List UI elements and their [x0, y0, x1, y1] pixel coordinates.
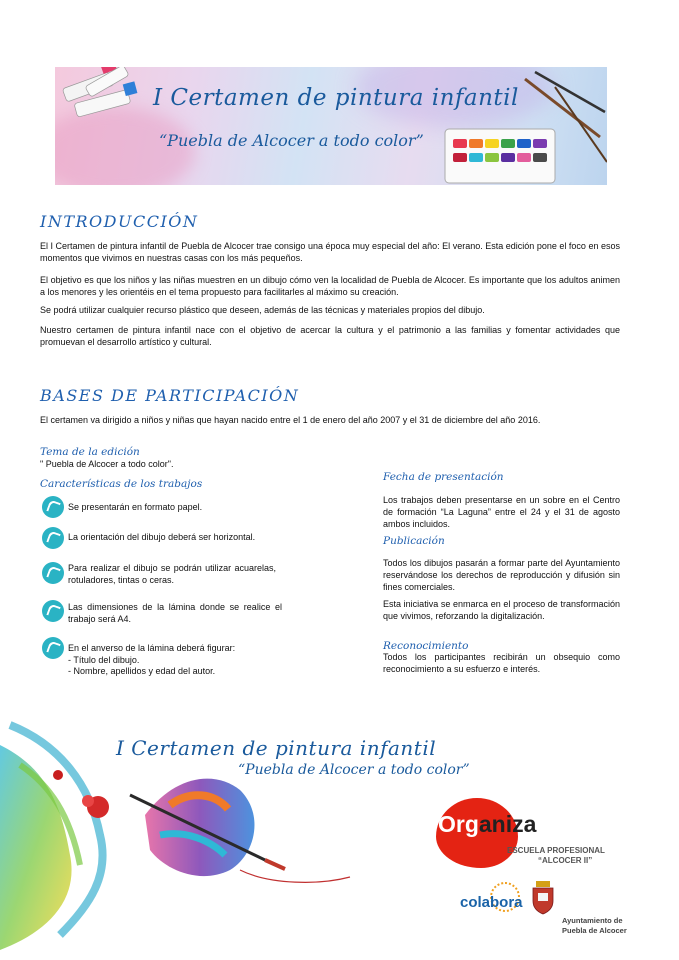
tema-text: " Puebla de Alcocer a todo color".: [40, 459, 174, 469]
brush-bullet-icon: [42, 600, 64, 622]
bases-heading: BASES DE PARTICIPACIÓN: [40, 386, 300, 405]
intro-paragraph-3: Se podrá utilizar cualquier recurso plástico que deseen, además de las técnicas y materiales propios del dibujo.: [40, 305, 485, 315]
intro-paragraph-4: Nuestro certamen de pintura infantil nace con el objetivo de acercar la cultura y el patrimonio a las familias y fomentar actividades que promuevan el desarrollo artístico y cultural.: [40, 325, 620, 347]
organiza-logo-part-2: aniza: [478, 811, 537, 837]
escuela-line-1: ESCUELA PROFESIONAL: [507, 846, 605, 855]
brush-bullet-icon: [42, 562, 64, 584]
tema-heading: Tema de la edición: [40, 446, 140, 458]
organiza-logo-part-1: Org: [438, 811, 479, 837]
ayuntamiento-line-1: Ayuntamiento de: [562, 916, 623, 925]
intro-heading: INTRODUCCIÓN: [40, 212, 199, 231]
publicacion-paragraph-2: Esta iniciativa se enmarca en el proceso de transformación que vivimos, reforzando la digitalización.: [383, 599, 620, 621]
banner-title: I Certamen de pintura infantil: [153, 85, 519, 111]
publicacion-paragraph-1: Todos los dibujos pasarán a formar parte del Ayuntamiento reservándose los derechos de reproducción y difusión sin fines comerciales.: [383, 558, 620, 592]
list-subitem: - Título del dibujo.: [68, 655, 140, 665]
coat-of-arms-icon: [531, 881, 555, 915]
intro-paragraph-1: El I Certamen de pintura infantil de Puebla de Alcocer trae consigo una época muy especial del año: El verano. Esta edición pone el foco en esos momentos que vivimos en nuestras casas con los más pequeños.: [40, 241, 620, 263]
footer-title: I Certamen de pintura infantil: [116, 736, 437, 760]
ayuntamiento-line-2: Puebla de Alcocer: [562, 926, 627, 935]
publicacion-heading: Publicación: [383, 535, 445, 547]
colabora-logo: colabora: [460, 894, 523, 911]
brush-bullet-icon: [42, 637, 64, 659]
brush-bullet-icon: [42, 527, 64, 549]
list-item: Las dimensiones de la lámina donde se realice el trabajo será A4.: [68, 602, 282, 624]
brush-bullet-icon: [42, 496, 64, 518]
bases-paragraph: El certamen va dirigido a niños y niñas que hayan nacido entre el 1 de enero del año 2007 y el 31 de diciembre del año 2016.: [40, 415, 541, 425]
header-banner: [55, 67, 607, 185]
list-item: Para realizar el dibujo se podrán utilizar acuarelas, rotuladores, tintas o ceras.: [68, 563, 276, 585]
fecha-text: Los trabajos deben presentarse en un sobre en el Centro de formación “La Laguna” entre el 24 y el 31 de agosto ambos incluidos.: [383, 495, 620, 529]
list-item: Se presentarán en formato papel.: [68, 502, 203, 512]
reconocimiento-heading: Reconocimiento: [383, 640, 469, 652]
footer-subtitle: “Puebla de Alcocer a todo color”: [238, 762, 470, 778]
fecha-heading: Fecha de presentación: [383, 471, 504, 483]
caracteristicas-heading: Características de los trabajos: [40, 478, 203, 490]
list-item: La orientación del dibujo deberá ser horizontal.: [68, 532, 256, 542]
list-item: En el anverso de la lámina deberá figurar:: [68, 643, 236, 653]
escuela-line-2: “ALCOCER II”: [538, 856, 593, 865]
list-subitem: - Nombre, apellidos y edad del autor.: [68, 666, 216, 676]
intro-paragraph-2: El objetivo es que los niños y las niñas muestren en un dibujo cómo ven la localidad de Puebla de Alcocer. Es importante que los adultos animen a los menores y les orientéis en el tema propuesto para facilitarles al máximo su creación.: [40, 275, 620, 297]
organiza-logo: [438, 811, 536, 838]
banner-subtitle: “Puebla de Alcocer a todo color”: [159, 131, 424, 150]
reconocimiento-text: Todos los participantes recibirán un obsequio como reconocimiento a su esfuerzo e interés.: [383, 652, 620, 674]
